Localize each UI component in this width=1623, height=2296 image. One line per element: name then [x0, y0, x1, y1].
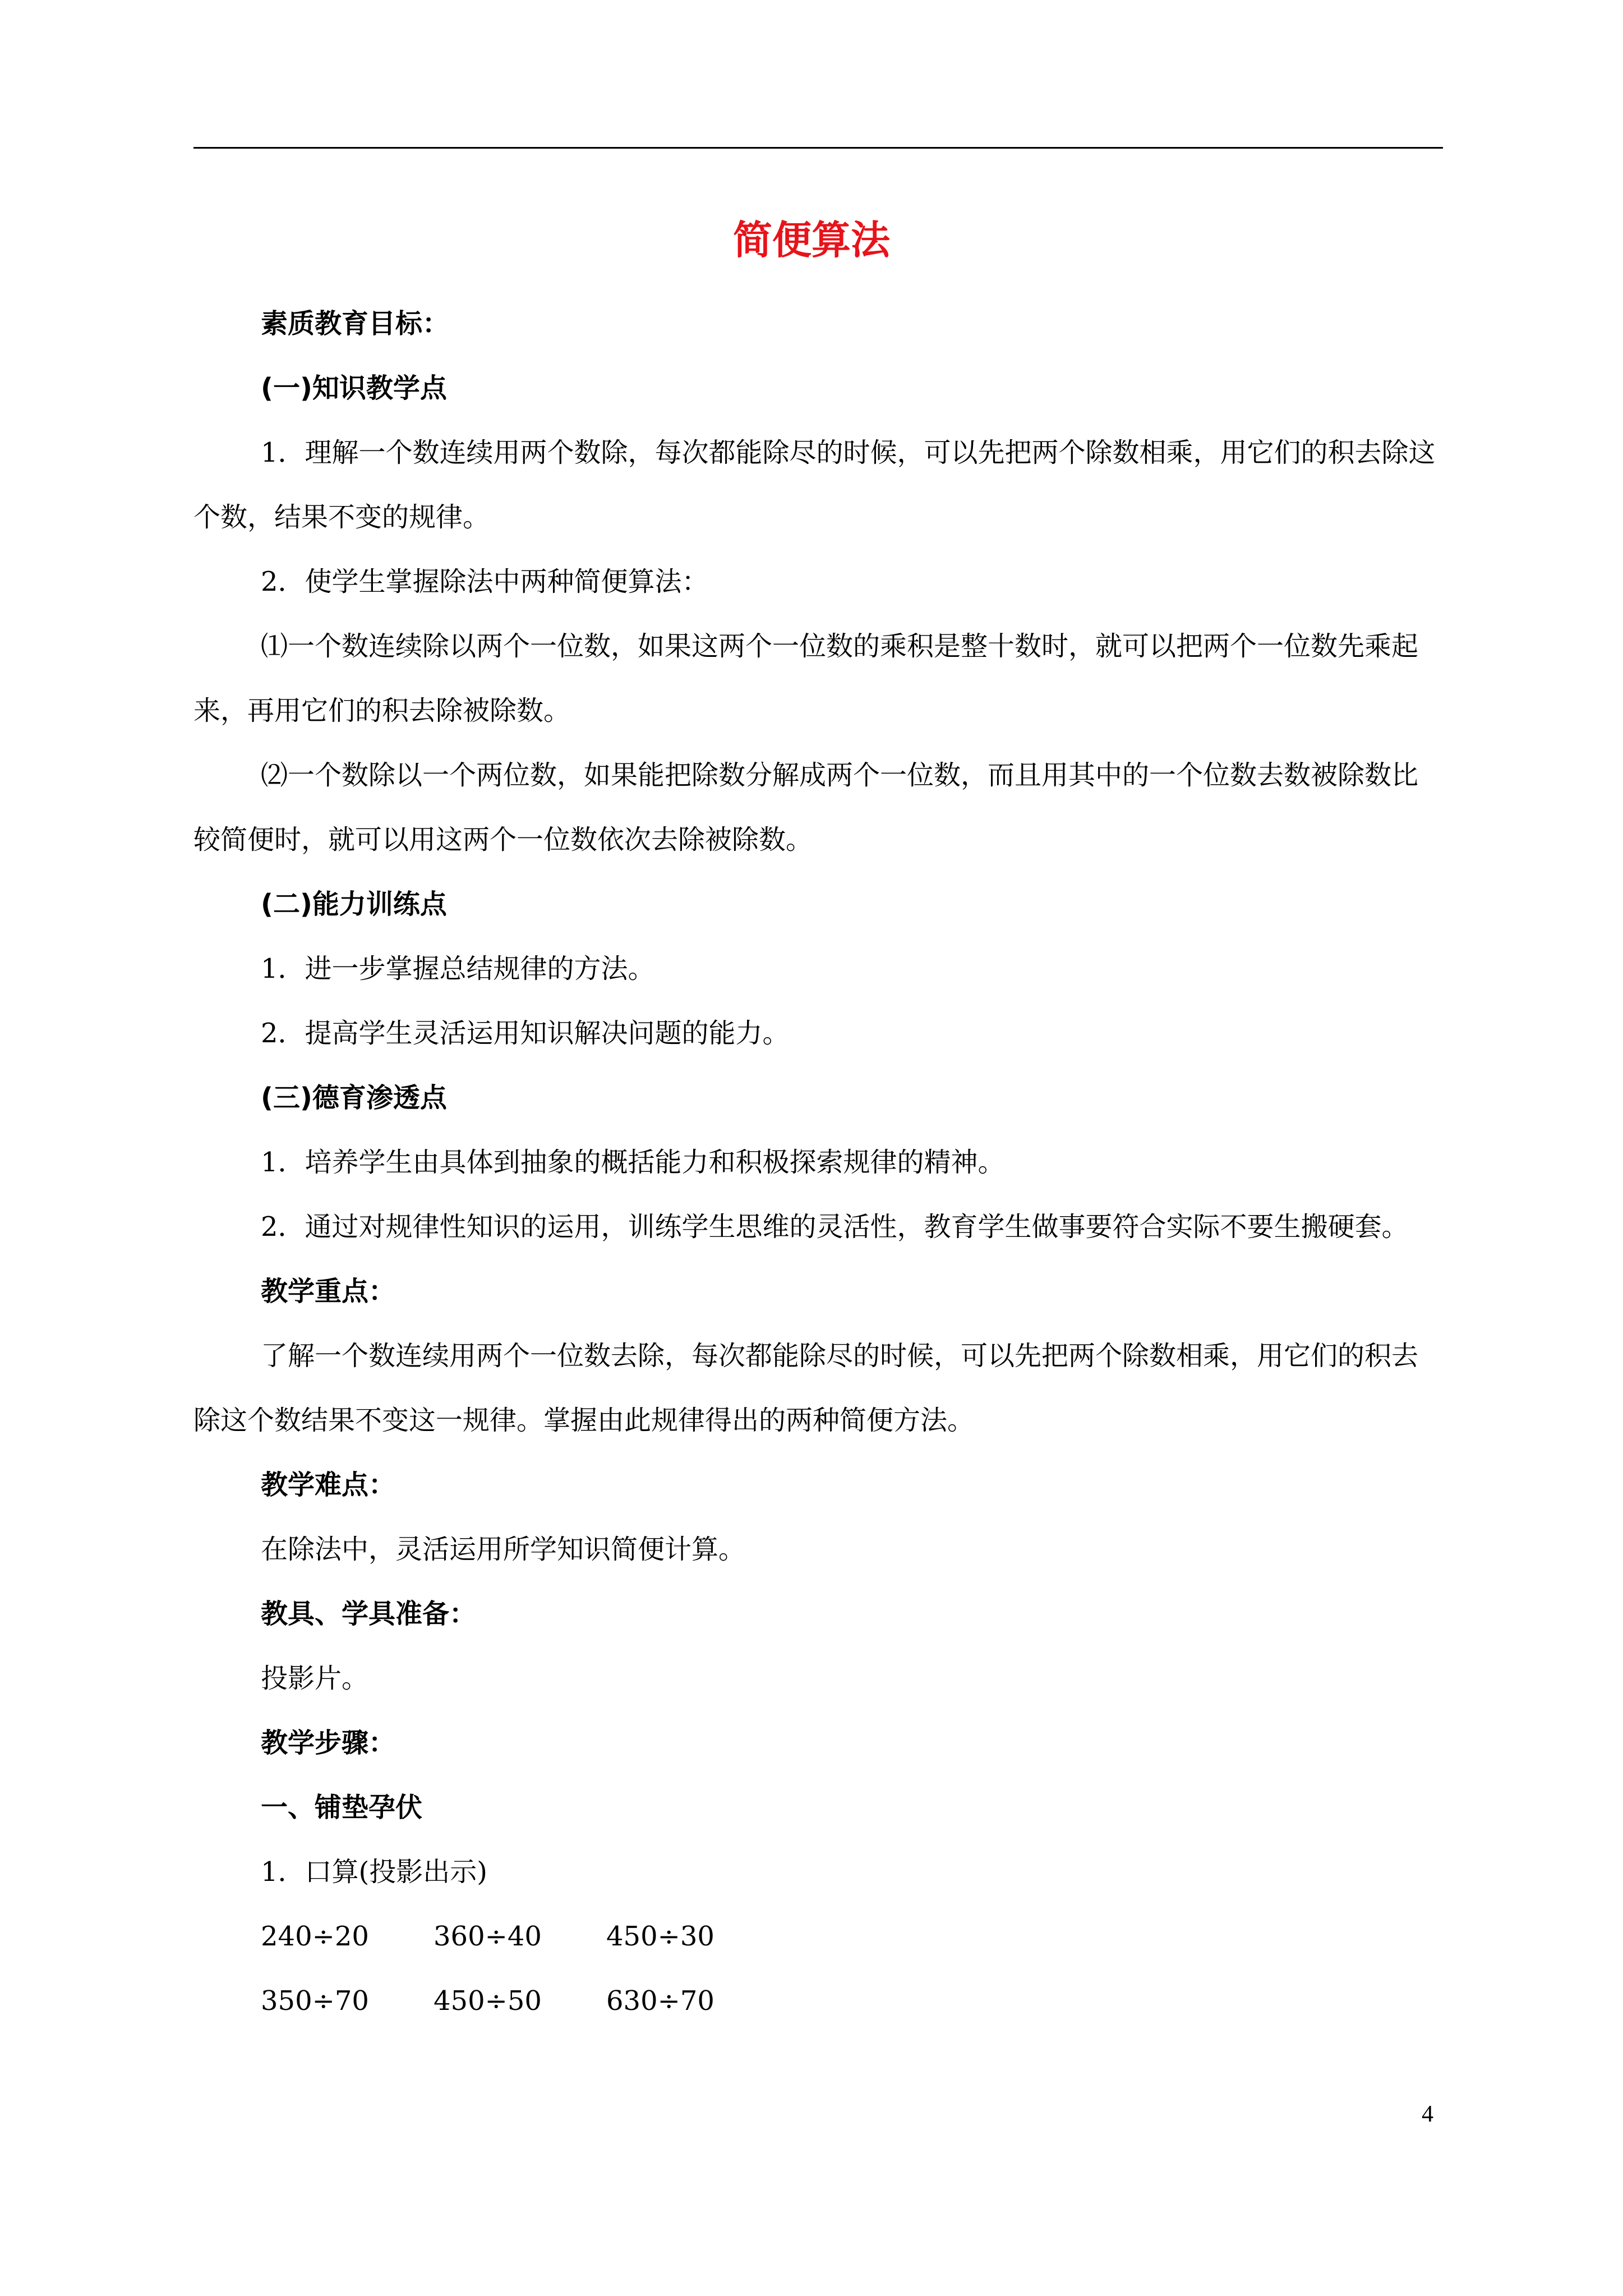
page-number: 4	[1422, 2101, 1433, 2127]
section-heading: 素质教育目标：	[261, 308, 450, 339]
calc-row	[193, 1904, 1443, 1969]
section-heading: (三)德育渗透点	[261, 1082, 447, 1114]
calc-item: 630÷70	[606, 1985, 714, 2017]
calc-item: 450÷30	[606, 1921, 714, 1952]
paragraph: 1．进一步掌握总结规律的方法。	[261, 953, 655, 984]
section-heading: 教学重点：	[261, 1276, 396, 1307]
section-heading: 教学步骤：	[261, 1727, 396, 1759]
paragraph: 了解一个数连续用两个一位数去除，每次都能除尽的时候，可以先把两个除数相乘，用它们的积去除这个数结果不变这一规律。掌握由此规律得出的两种简便方法。	[193, 1340, 1419, 1436]
paragraph: ⑴一个数连续除以两个一位数，如果这两个一位数的乘积是整十数时，就可以把两个一位数先乘起来，再用它们的积去除被除数。	[193, 631, 1419, 726]
section-heading: (二)能力训练点	[261, 889, 447, 920]
paragraph: 1．口算(投影出示)	[261, 1856, 487, 1888]
page-title: 简便算法	[733, 217, 890, 263]
paragraph: ⑵一个数除以一个两位数，如果能把除数分解成两个一位数，而且用其中的一个位数去数被除数比较简便时，就可以用这两个一位数依次去除被除数。	[193, 760, 1419, 855]
section-heading: 一、铺垫孕伏	[261, 1792, 423, 1823]
paragraph: 2．使学生掌握除法中两种简便算法：	[261, 566, 709, 597]
paragraph: 1．理解一个数连续用两个数除，每次都能除尽的时候，可以先把两个除数相乘，用它们的积去除这个数，结果不变的规律。	[193, 437, 1436, 533]
calc-item: 240÷20	[261, 1921, 369, 1952]
paragraph: 在除法中，灵活运用所学知识简便计算。	[261, 1534, 746, 1565]
paragraph: 1．培养学生由具体到抽象的概括能力和积极探索规律的精神。	[261, 1147, 1005, 1178]
calc-item: 450÷50	[434, 1985, 542, 2017]
calc-item: 350÷70	[261, 1985, 369, 2017]
section-heading: (一)知识教学点	[261, 372, 447, 404]
calc-item: 360÷40	[434, 1921, 542, 1952]
paragraph: 2．提高学生灵活运用知识解决问题的能力。	[261, 1018, 790, 1049]
paragraph: 2．通过对规律性知识的运用，训练学生思维的灵活性，教育学生做事要符合实际不要生搬硬套。	[261, 1211, 1409, 1243]
calc-row	[193, 1969, 1443, 2033]
header-rule	[193, 147, 1443, 149]
section-heading: 教学难点：	[261, 1469, 396, 1501]
section-heading: 教具、学具准备：	[261, 1598, 477, 1630]
document-body	[193, 292, 1443, 2033]
paragraph: 投影片。	[261, 1663, 369, 1694]
